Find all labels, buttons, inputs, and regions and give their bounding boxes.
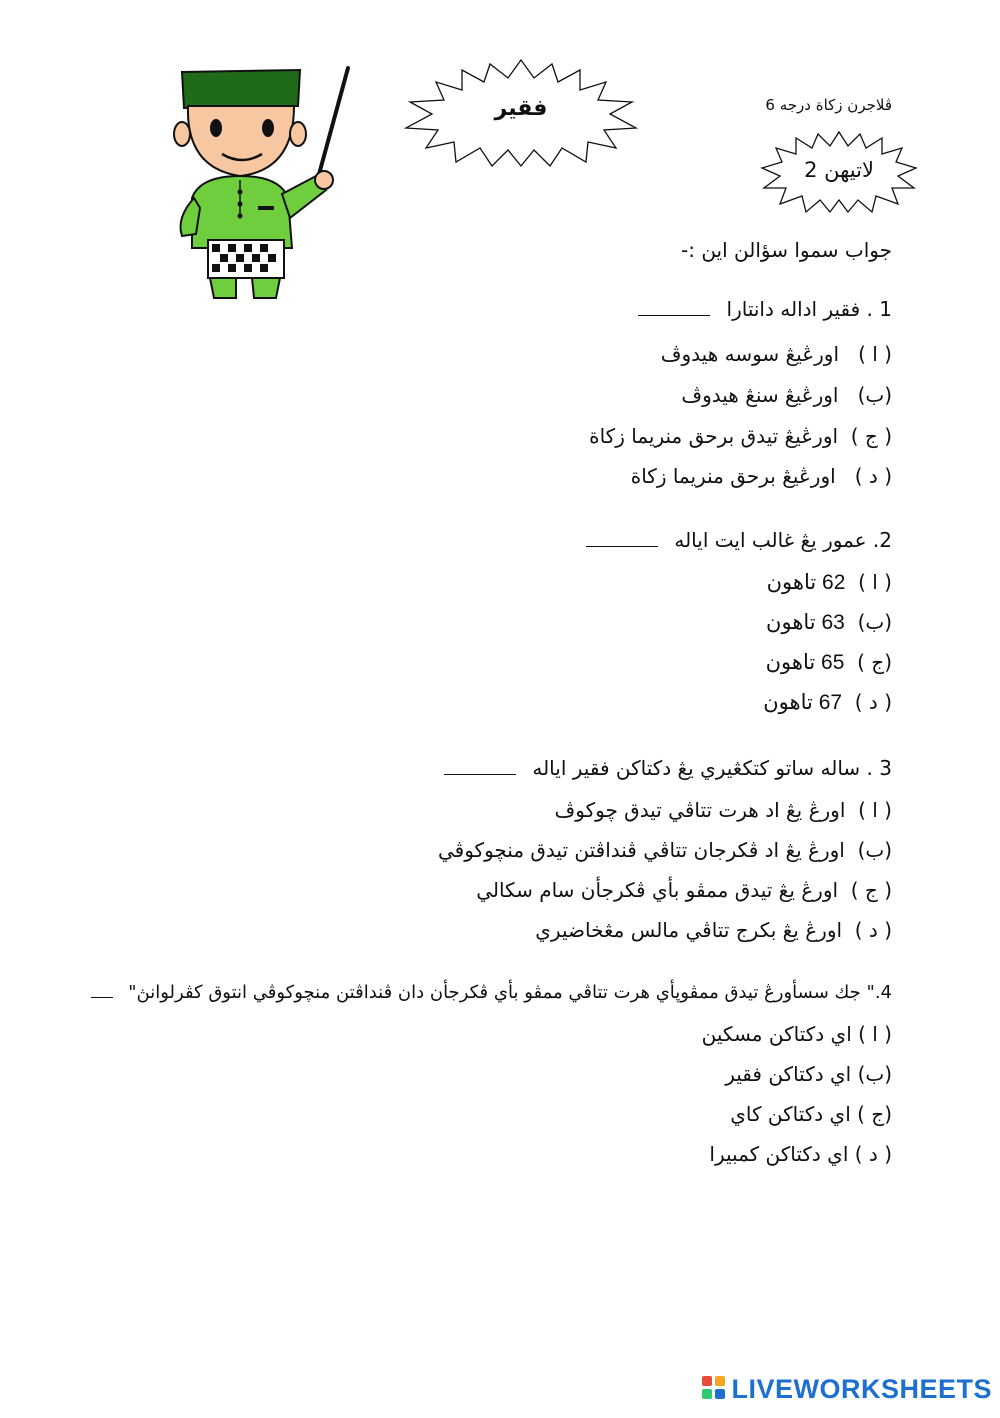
question-2-option-b[interactable] bbox=[766, 610, 892, 635]
option-marker: (ب) bbox=[857, 1062, 892, 1086]
question-1-text: 1 . فقير اداله دانتارا bbox=[726, 297, 892, 321]
worksheet-subject: ڤلاجرن زكاة درجه 6 bbox=[765, 96, 892, 114]
question-3 bbox=[444, 756, 892, 780]
question-2-option-a[interactable] bbox=[767, 570, 892, 595]
option-text: اورڠيڠ سنڠ هيدوڤ bbox=[681, 383, 839, 407]
teacher-illustration bbox=[170, 58, 360, 303]
option-marker: ( ا ) bbox=[858, 570, 892, 594]
option-text: اورڠ يڠ بكرج تتاڤي مالس مڠخاضيري bbox=[535, 918, 843, 942]
question-1 bbox=[638, 297, 892, 321]
option-marker: (ب) bbox=[857, 838, 892, 862]
option-text: اورڠيڠ سوسه هيدوڤ bbox=[660, 342, 840, 366]
question-2-option-d[interactable] bbox=[763, 690, 892, 715]
question-1-option-a[interactable] bbox=[661, 342, 892, 366]
option-text: اي دكتاكن كمبيرا bbox=[709, 1142, 849, 1166]
option-text: اي دكتاكن فقير bbox=[725, 1062, 852, 1086]
option-marker: ( د ) bbox=[854, 918, 892, 942]
option-text: اي دكتاكن كاي bbox=[730, 1102, 851, 1126]
topic-burst bbox=[402, 58, 640, 168]
question-3-option-c[interactable] bbox=[476, 878, 892, 902]
instruction: جواب سموا سؤالن اين :- bbox=[681, 238, 892, 262]
question-1-blank[interactable] bbox=[638, 303, 710, 316]
option-text: 62 تاهون bbox=[766, 571, 846, 594]
option-text: اورڠيڠ برحق منريما زكاة bbox=[630, 464, 836, 488]
option-marker: ( د ) bbox=[854, 1142, 892, 1166]
option-marker: ( ا ) bbox=[858, 798, 892, 822]
question-3-option-b[interactable] bbox=[438, 838, 892, 862]
liveworksheets-brand: LIVEWORKSHEETS bbox=[731, 1373, 992, 1404]
option-text: اورڠ يڠ اد ڤكرجان تتاڤي ڤنداڤتن تيدق منچوكوڤي bbox=[437, 838, 845, 862]
option-marker: (ج ) bbox=[857, 1102, 892, 1126]
question-1-option-d[interactable] bbox=[631, 464, 892, 488]
option-marker: ( د ) bbox=[854, 690, 892, 714]
option-marker: (ب) bbox=[857, 383, 892, 407]
question-2-text: 2. عمور يڠ غالب ايت اياله bbox=[674, 528, 892, 552]
option-text: اورڠ يڠ اد هرت تتاڤي تيدق چوكوڤ bbox=[554, 798, 846, 822]
option-marker: (ج ) bbox=[857, 650, 892, 674]
question-2-option-c[interactable] bbox=[766, 650, 892, 675]
option-marker: ( ج ) bbox=[850, 878, 892, 902]
question-2 bbox=[586, 528, 892, 552]
option-text: اورڠيڠ تيدق برحق منريما زكاة bbox=[589, 424, 839, 448]
question-1-option-b[interactable] bbox=[681, 383, 892, 407]
option-marker: ( ا ) bbox=[858, 1022, 892, 1046]
option-marker: ( ج ) bbox=[850, 424, 892, 448]
question-3-blank[interactable] bbox=[444, 762, 516, 775]
question-4 bbox=[91, 982, 893, 1003]
question-4-option-b[interactable] bbox=[725, 1062, 892, 1086]
option-text: 67 تاهون bbox=[763, 691, 843, 714]
question-2-blank[interactable] bbox=[586, 534, 658, 547]
exercise-burst bbox=[760, 130, 918, 214]
exercise-title: لاتيهن 2 bbox=[804, 158, 874, 182]
option-text: 63 تاهون bbox=[766, 611, 845, 634]
option-marker: ( ا ) bbox=[858, 342, 892, 366]
topic-title: فقير bbox=[494, 96, 548, 121]
option-text: اورڠ يڠ تيدق ممڤو بأي ڤكرجأن سام سكالي bbox=[476, 878, 839, 902]
option-marker: (ب) bbox=[857, 610, 892, 634]
question-3-option-d[interactable] bbox=[535, 918, 892, 942]
question-4-blank[interactable] bbox=[91, 985, 113, 998]
option-text: 65 تاهون bbox=[765, 651, 845, 674]
question-3-option-a[interactable] bbox=[555, 798, 892, 822]
question-4-option-a[interactable] bbox=[702, 1022, 892, 1046]
liveworksheets-logo[interactable] bbox=[701, 1374, 992, 1404]
question-4-text: 4." جك سسأورڠ تيدق ممڤوڽأي هرت تتاڤي ممڤو بأي ڤكرجأن دان ڤنداڤتن منچوكوڤي انتوق كڤرلوانڽ" bbox=[128, 982, 892, 1003]
option-marker: ( د ) bbox=[854, 464, 892, 488]
question-4-option-d[interactable] bbox=[709, 1142, 892, 1166]
question-1-option-c[interactable] bbox=[589, 424, 892, 448]
question-3-text: 3 . ساله ساتو كتكڠيري يڠ دكتاكن فقير اياله bbox=[532, 756, 892, 780]
option-text: اي دكتاكن مسكين bbox=[701, 1022, 852, 1046]
liveworksheets-mark-icon bbox=[701, 1375, 727, 1403]
question-4-option-c[interactable] bbox=[730, 1102, 892, 1126]
